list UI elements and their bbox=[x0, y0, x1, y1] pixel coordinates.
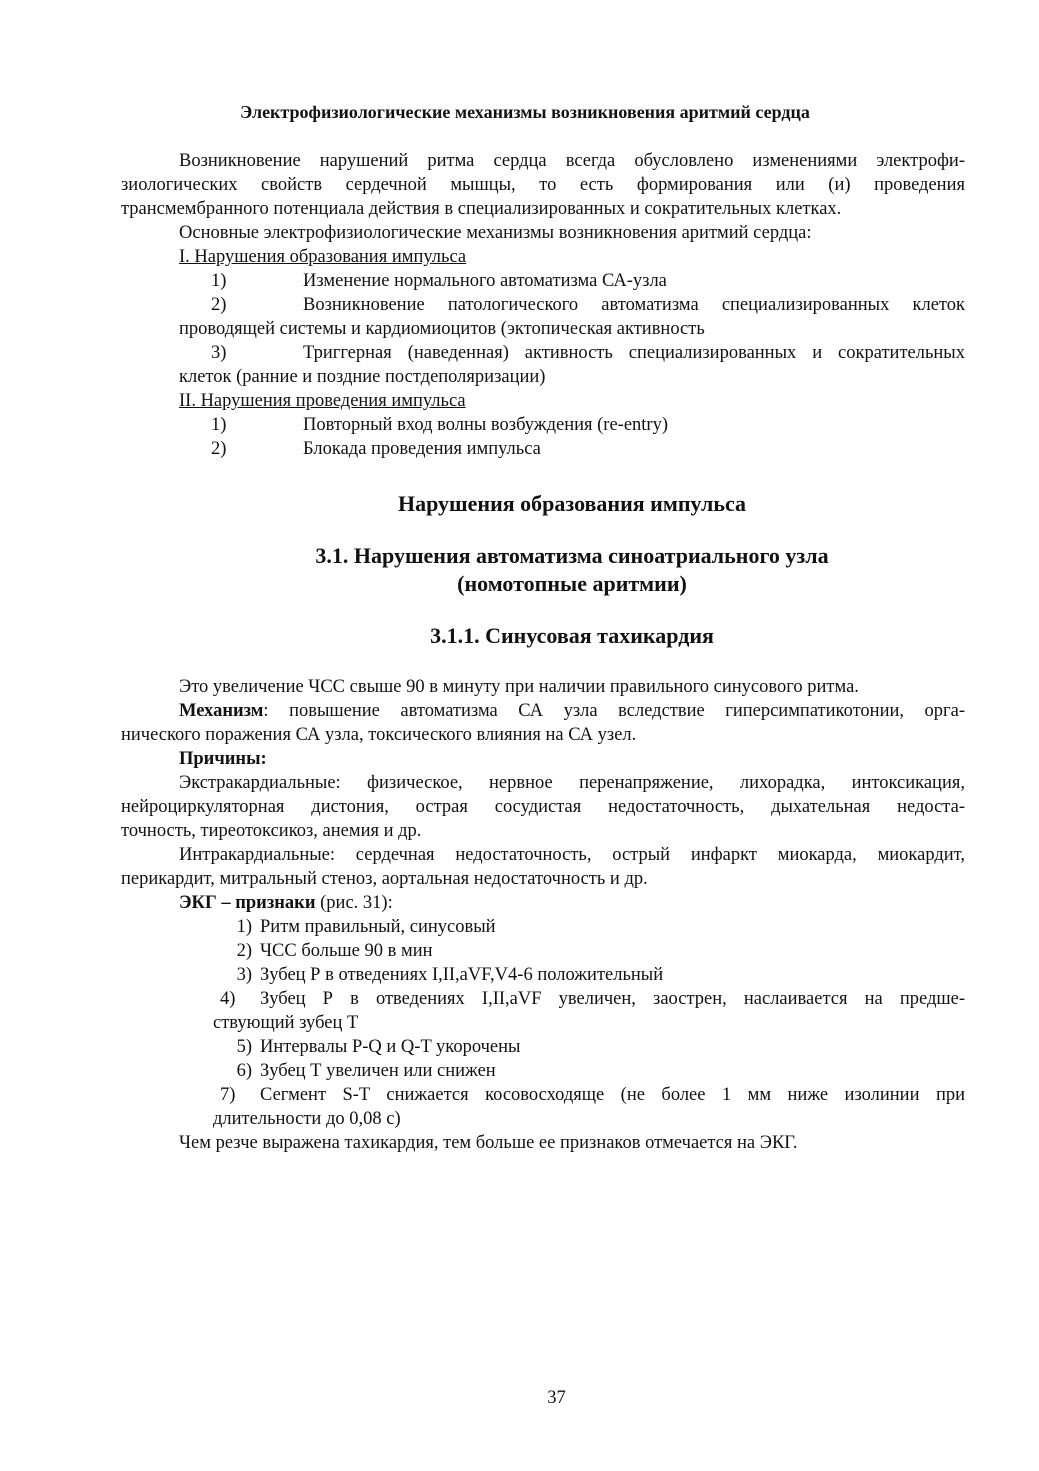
mechanism-line-2: нического поражения СА узла, токсического влияния на СА узел. bbox=[121, 725, 637, 745]
ecg-item-6: 6) Зубец Т увеличен или снижен bbox=[236, 1061, 496, 1081]
group2-title: II. Нарушения проведения импульса bbox=[179, 391, 466, 411]
ecg-item-3: 3) Зубец Р в отведениях I,II,aVF,V4-6 положительный bbox=[236, 965, 664, 985]
mechanism-line-1: Механизм: повышение автоматизма СА узла вследствие гиперсимпатикотонии, орга- bbox=[179, 701, 965, 721]
ecg-item-4-cont: ствующий зубец Т bbox=[213, 1013, 359, 1033]
group1-item-2-cont: проводящей системы и кардиомиоцитов (эктопическая активность bbox=[179, 319, 705, 339]
definition-text: Это увеличение ЧСС свыше 90 в минуту при наличии правильного синусового ритма. bbox=[179, 677, 859, 697]
group1-item-3-cont: клеток (ранние и поздние постдеполяризации) bbox=[179, 367, 546, 387]
section-title: Нарушения образования импульса bbox=[398, 491, 746, 516]
causes-label: Причины: bbox=[179, 749, 267, 769]
closing-text: Чем резче выражена тахикардия, тем больше ее признаков отмечается на ЭКГ. bbox=[179, 1133, 798, 1153]
page-header: Электрофизиологические механизмы возникновения аритмий сердца bbox=[240, 102, 810, 122]
extra-line-1: Экстракардиальные: физическое, нервное перенапряжение, лихорадка, интоксикация, bbox=[179, 773, 965, 793]
intra-line-2: перикардит, митральный стеноз, аортальная недостаточность и др. bbox=[121, 869, 648, 889]
intro-line-3: трансмембранного потенциала действия в специализированных и сократительных клетках. bbox=[121, 199, 842, 219]
page-number: 37 bbox=[547, 1388, 566, 1408]
group1-title: I. Нарушения образования импульса bbox=[179, 247, 467, 267]
ecg-heading: ЭКГ – признаки (рис. 31): bbox=[179, 893, 393, 913]
intro-line-4: Основные электрофизиологические механизмы возникновения аритмий сердца: bbox=[179, 223, 812, 243]
subsection-title-line-2: (номотопные аритмии) bbox=[457, 571, 687, 596]
intro-line-2: зиологических свойств сердечной мышцы, то есть формирования или (и) проведения bbox=[121, 175, 965, 195]
group1-item-1: 1) Изменение нормального автоматизма СА-узла bbox=[211, 271, 667, 291]
subsubsection-title: 3.1.1. Синусовая тахикардия bbox=[430, 623, 714, 648]
intra-line-1: Интракардиальные: сердечная недостаточность, острый инфаркт миокарда, миокардит, bbox=[179, 845, 965, 865]
intro-line-1: Возникновение нарушений ритма сердца всегда обусловлено изменениями электрофи- bbox=[179, 151, 965, 171]
group1-item-3: 3) Триггерная (наведенная) активность специализированных и сократительных bbox=[211, 343, 965, 363]
ecg-item-1: 1) Ритм правильный, синусовый bbox=[236, 917, 496, 937]
ecg-item-7-cont: длительности до 0,08 с) bbox=[213, 1109, 401, 1129]
ecg-item-2: 2) ЧСС больше 90 в мин bbox=[236, 941, 433, 961]
ecg-item-7: 7) Сегмент S-T снижается косовосходяще (не более 1 мм ниже изолинии при bbox=[220, 1085, 965, 1105]
extra-line-2: нейроциркуляторная дистония, острая сосудистая недостаточность, дыхательная недоста- bbox=[121, 797, 965, 817]
group1-item-2: 2) Возникновение патологического автоматизма специализированных клеток bbox=[211, 295, 965, 315]
extra-line-3: точность, тиреотоксикоз, анемия и др. bbox=[121, 821, 422, 841]
group2-item-2: 2) Блокада проведения импульса bbox=[211, 439, 541, 459]
ecg-item-5: 5) Интервалы P-Q и Q-T укорочены bbox=[236, 1037, 521, 1057]
group2-item-1: 1) Повторный вход волны возбуждения (re-entry) bbox=[211, 415, 669, 435]
subsection-title-line-1: 3.1. Нарушения автоматизма синоатриального узла bbox=[315, 543, 829, 568]
ecg-item-4: 4) Зубец Р в отведениях I,II,aVF увеличен, заострен, наслаивается на предше- bbox=[220, 989, 965, 1009]
